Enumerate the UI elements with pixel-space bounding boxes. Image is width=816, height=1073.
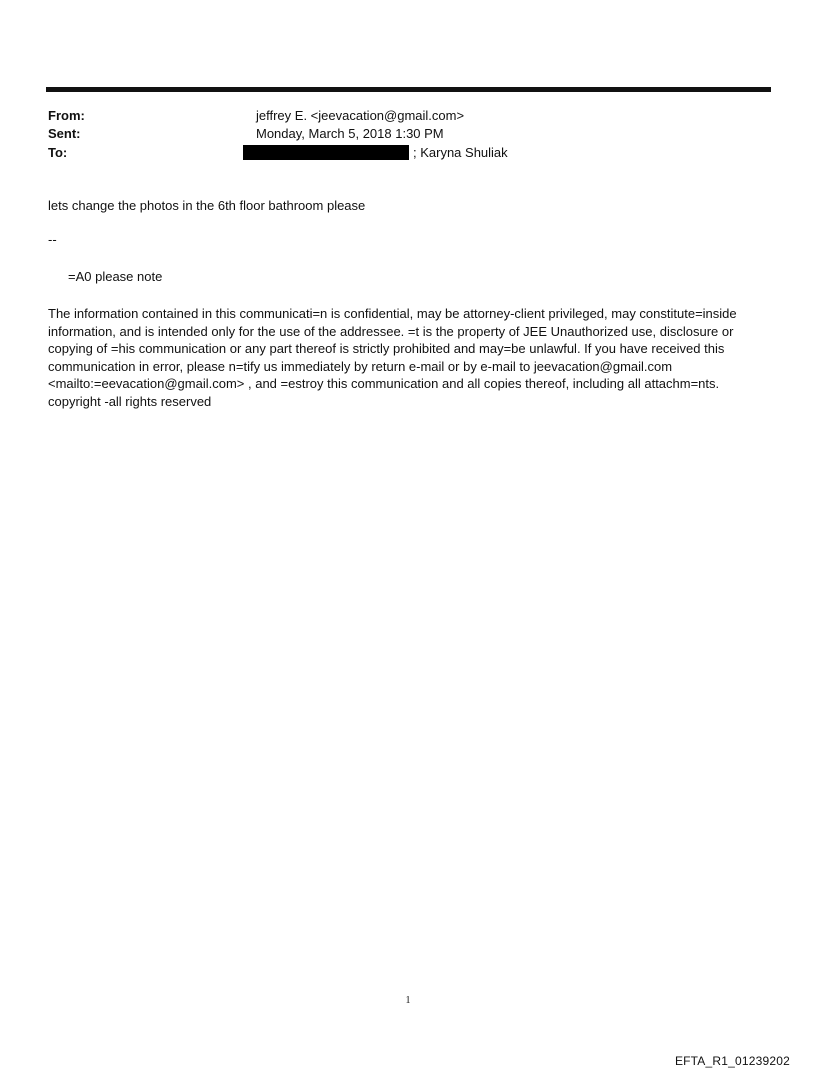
to-row [48, 144, 748, 162]
to-label: To: [48, 145, 68, 160]
signature-separator: -- [48, 232, 57, 247]
email-message: lets change the photos in the 6th floor bathroom please [48, 198, 366, 213]
from-row [48, 107, 748, 125]
document-id: EFTA_R1_01239202 [674, 1054, 790, 1068]
to-value-container [243, 144, 508, 162]
from-value: jeffrey E. <jeevacation@gmail.com> [256, 108, 465, 123]
sent-row [48, 125, 748, 143]
header-rule [46, 87, 771, 92]
sent-label: Sent: [48, 126, 81, 141]
sent-value: Monday, March 5, 2018 1:30 PM [256, 126, 444, 141]
page-number: 1 [405, 995, 411, 1006]
to-value: ; Karyna Shuliak [413, 145, 508, 160]
note-line: =A0 please note [68, 269, 163, 284]
confidentiality-disclaimer: The information contained in this communicati=n is confidential, may be attorney-client privileged, may constitute=inside information, and is intended only for the use of the addressee. =t is the property of JEE Unauthorized use, disclosure or copying of =his communication or any part thereof is strictly prohibited and may=be unlawful. If you have received this communication in error, please n=tify us immediately by return e-mail or by e-mail to jeevacation@gmail.com <mailto:=eevacation@gmail.com> , and =estroy this communication and all copies thereof, including all attachm=nts. copyright -all rights reserved [48, 306, 737, 409]
redaction-block [243, 145, 409, 160]
from-label: From: [48, 108, 85, 123]
